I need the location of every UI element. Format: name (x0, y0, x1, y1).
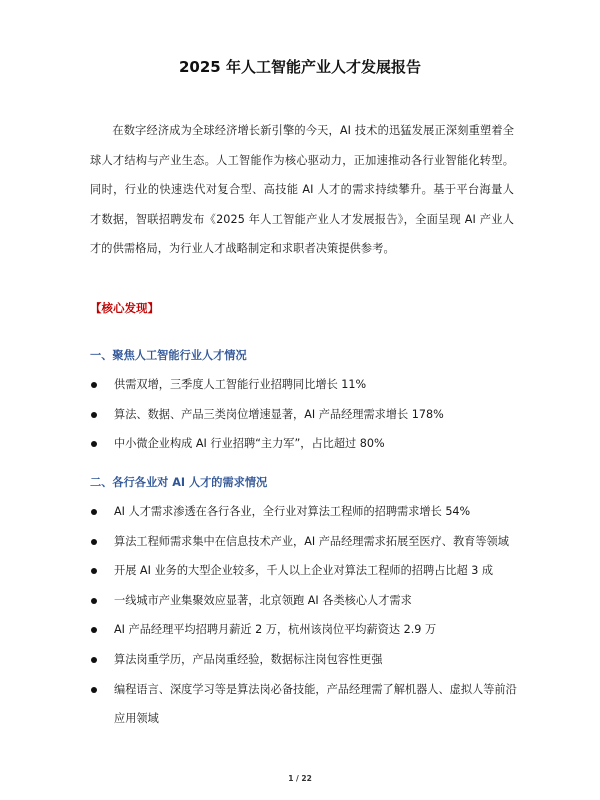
bullet-dot (91, 598, 97, 604)
list-item-text: 编程语言、深度学习等是算法岗必备技能，产品经理需了解机器人、虚拟人等前沿应用领域 (114, 682, 517, 726)
list-item (90, 497, 520, 527)
list-item (90, 556, 520, 586)
list-item-text: 算法工程师需求集中在信息技术产业，AI 产品经理需求拓展至医疗、教育等领域 (114, 534, 509, 548)
list-item-text: 中小微企业构成 AI 行业招聘“主力军”，占比超过 80% (114, 437, 385, 451)
bullet-dot (91, 687, 97, 693)
bullet-dot (91, 657, 97, 663)
list-item (90, 400, 520, 430)
section-heading-2: 二、各行各业对 AI 人才的需求情况 (90, 476, 268, 489)
section-2-bullet-list (90, 497, 520, 734)
bullet-dot (91, 627, 97, 633)
core-findings-heading: 【核心发现】 (90, 301, 159, 315)
bullet-dot (91, 539, 97, 545)
list-item-text: 供需双增，三季度人工智能行业招聘同比增长 11% (114, 378, 367, 391)
list-item-text: AI 产品经理平均招聘月薪近 2 万，杭州该岗位平均薪资达 2.9 万 (114, 623, 437, 637)
intro-paragraph: 在数字经济成为全球经济增长新引擎的今天，AI 技术的迅猛发展正深刻重塑着全球人才结构与产业生态。人工智能作为核心驱动力，正加速推动各行业智能化转型。同时，行业的快速迭代对复合型、高技能 AI 人才的需求持续攀升。基于平台海量人才数据，智联招聘发布《2025 年人工智能产业人才发展报告》，全面呈现 AI 产业人才的供需格局，为行业人才战略制定和求职者决策提供参考。 (90, 124, 514, 256)
list-item-text: 一线城市产业集聚效应显著，北京领跑 AI 各类核心人才需求 (114, 593, 412, 607)
list-item-text: 开展 AI 业务的大型企业较多，千人以上企业对算法工程师的招聘占比超 3 成 (114, 564, 494, 578)
list-item-text: 算法、数据、产品三类岗位增速显著，AI 产品经理需求增长 178% (114, 407, 444, 421)
bullet-dot (91, 441, 97, 447)
list-item (90, 527, 520, 557)
page-number: 1 / 22 (288, 774, 312, 783)
list-item (90, 615, 520, 645)
bullet-dot (91, 382, 97, 388)
list-item (90, 675, 520, 734)
list-item (90, 645, 520, 675)
list-item-text: AI 人才需求渗透在各行各业，全行业对算法工程师的招聘需求增长 54% (114, 505, 471, 518)
bullet-dot (91, 412, 97, 418)
document-title: 2025 年人工智能产业人才发展报告 (179, 58, 421, 76)
bullet-dot (91, 568, 97, 574)
list-item-text: 算法岗重学历，产品岗重经验，数据标注岗包容性更强 (114, 652, 383, 666)
section-heading-1: 一、聚焦人工智能行业人才情况 (90, 349, 247, 362)
list-item (90, 370, 520, 400)
section-1-bullet-list (90, 370, 520, 459)
list-item (90, 429, 520, 459)
list-item (90, 586, 520, 616)
bullet-dot (91, 509, 97, 515)
